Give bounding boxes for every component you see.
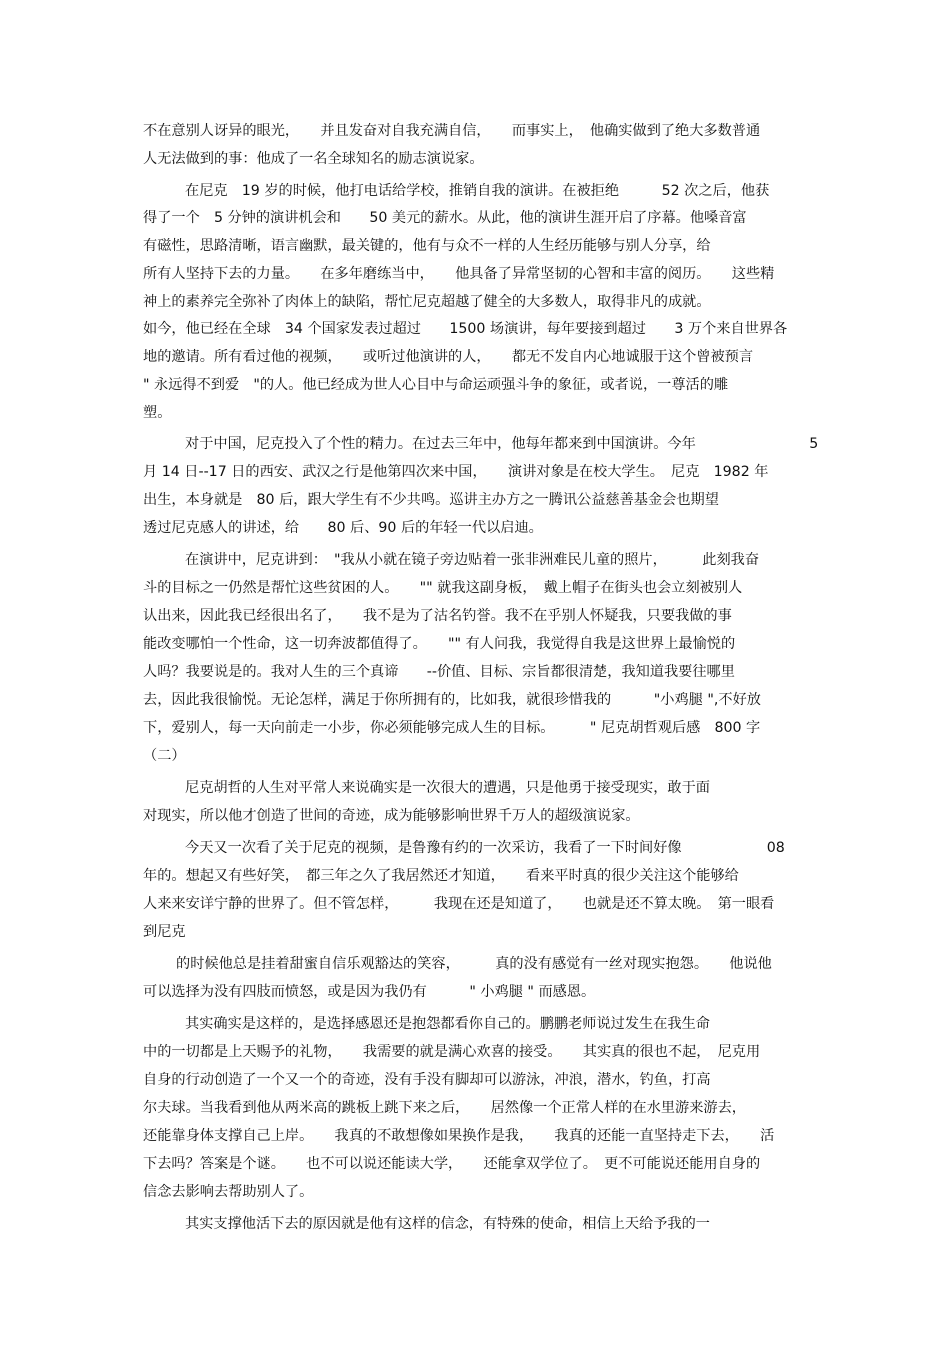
text-line: （二） [143, 748, 186, 764]
text-line: 去，因此我很愉悦。无论怎样，满足于你所拥有的，比如我，就很珍惜我的 "小鸡腿 ",不好放 [143, 692, 761, 708]
text-line: 信念去影响去帮助别人了。 [143, 1184, 314, 1200]
text-line: 所有人坚持下去的力量。 在多年磨练当中， 他具备了异常坚韧的心智和丰富的阅历。 这些精 [143, 266, 775, 282]
text-line: 年的。想起又有些好笑， 都三年之久了我居然还才知道， 看来平时真的很少关注这个能够给 [143, 868, 739, 884]
text-line: 人吗？我要说是的。我对人生的三个真谛 --价值、目标、宗旨都很清楚，我知道我要往哪里 [143, 664, 735, 680]
text-line: 下去吗？答案是个谜。 也不可以说还能读大学， 还能拿双学位了。 更不可能说还能用自身的 [143, 1156, 761, 1172]
text-line: 可以选择为没有四肢而愤怒，或是因为我仍有 " 小鸡腿 " 而感恩。 [143, 984, 596, 1000]
text-line: 不在意别人讶异的眼光， 并且发奋对自我充满自信， 而事实上， 他确实做到了绝大多数普通 [143, 123, 761, 139]
text-line: 出生，本身就是 80 后，跟大学生有不少共鸣。巡讲主办方之一腾讯公益慈善基金会也期望 [143, 492, 719, 508]
text-line: 月 14 日--17 日的西安、武汉之行是他第四次来中国， 演讲对象是在校大学生。 尼克 1982 年 [143, 464, 769, 480]
text-line: " 永远得不到爱 "的人。他已经成为世人心目中与命运顽强斗争的象征，或者说，一尊活的雕 [143, 377, 729, 393]
text-line: 透过尼克感人的讲述，给 80 后、90 后的年轻一代以启迪。 [143, 520, 543, 536]
text-line: 人无法做到的事：他成了一名全球知名的励志演说家。 [143, 151, 484, 167]
text-line: 能改变哪怕一个性命，这一切奔波都值得了。 "" 有人问我，我觉得自我是这世界上最愉悦的 [143, 636, 736, 652]
text-line: 有磁性，思路清晰，语言幽默，最关键的，他有与众不一样的人生经历能够与别人分享，给 [143, 238, 711, 254]
text-line: 在演讲中，尼克讲到： "我从小就在镜子旁边贴着一张非洲难民儿童的照片， 此刻我奋 [185, 552, 760, 568]
text-line: 的时候他总是挂着甜蜜自信乐观豁达的笑容， 真的没有感觉有一丝对现实抱怨。 他说他 [176, 956, 772, 972]
text-line: 在尼克 19 岁的时候，他打电话给学校，推销自我的演讲。在被拒绝 52 次之后，他获 [185, 183, 770, 199]
text-line: 对于中国，尼克投入了个性的精力。在过去三年中，他每年都来到中国演讲。今年 5 [185, 436, 819, 452]
text-line: 中的一切都是上天赐予的礼物， 我需要的就是满心欢喜的接受。 其实真的很也不起， 尼克用 [143, 1044, 761, 1060]
text-line: 地的邀请。所有看过他的视频， 或听过他演讲的人， 都无不发自内心地诚服于这个曾被预言 [143, 349, 754, 365]
text-line: 还能靠身体支撑自己上岸。 我真的不敢想像如果换作是我， 我真的还能一直坚持走下去， 活 [143, 1128, 775, 1144]
text-line: 尼克胡哲的人生对平常人来说确实是一次很大的遭遇，只是他勇于接受现实，敢于面 [185, 780, 710, 796]
text-line: 塑。 [143, 405, 172, 421]
text-line: 人来来安详宁静的世界了。但不管怎样， 我现在还是知道了， 也就是还不算太晚。 第一眼看 [143, 896, 775, 912]
text-line: 斗的目标之一仍然是帮忙这些贫困的人。 "" 就我这副身板， 戴上帽子在街头也会立刻被别人 [143, 580, 743, 596]
text-line: 尔夫球。当我看到他从两米高的跳板上跳下来之后， 居然像一个正常人样的在水里游来游去， [143, 1100, 746, 1116]
text-line: 如今，他已经在全球 34 个国家发表过超过 1500 场演讲，每年要接到超过 3 万个来自世界各 [143, 321, 788, 337]
text-line: 认出来，因此我已经很出名了， 我不是为了沽名钓誉。我不在乎别人怀疑我，只要我做的事 [143, 608, 732, 624]
text-line: 得了一个 5 分钟的演讲机会和 50 美元的薪水。从此，他的演讲生涯开启了序幕。他嗓音富 [143, 210, 747, 226]
text-line: 今天又一次看了关于尼克的视频，是鲁豫有约的一次采访，我看了一下时间好像 08 [185, 840, 785, 856]
text-line: 下，爱别人，每一天向前走一小步，你必须能够完成人生的目标。 " 尼克胡哲观后感 800 字 [143, 720, 761, 736]
text-line: 自身的行动创造了一个又一个的奇迹，没有手没有脚却可以游泳，冲浪，潜水，钓鱼，打高 [143, 1072, 711, 1088]
text-line: 到尼克 [143, 924, 186, 940]
text-line: 其实支撑他活下去的原因就是他有这样的信念，有特殊的使命，相信上天给予我的一 [185, 1216, 710, 1232]
text-line: 神上的素养完全弥补了肉体上的缺陷，帮忙尼克超越了健全的大多数人，取得非凡的成就。 [143, 294, 711, 310]
text-line: 对现实，所以他才创造了世间的奇迹，成为能够影响世界千万人的超级演说家。 [143, 808, 640, 824]
text-line: 其实确实是这样的，是选择感恩还是抱怨都看你自己的。鹏鹏老师说过发生在我生命 [185, 1016, 710, 1032]
